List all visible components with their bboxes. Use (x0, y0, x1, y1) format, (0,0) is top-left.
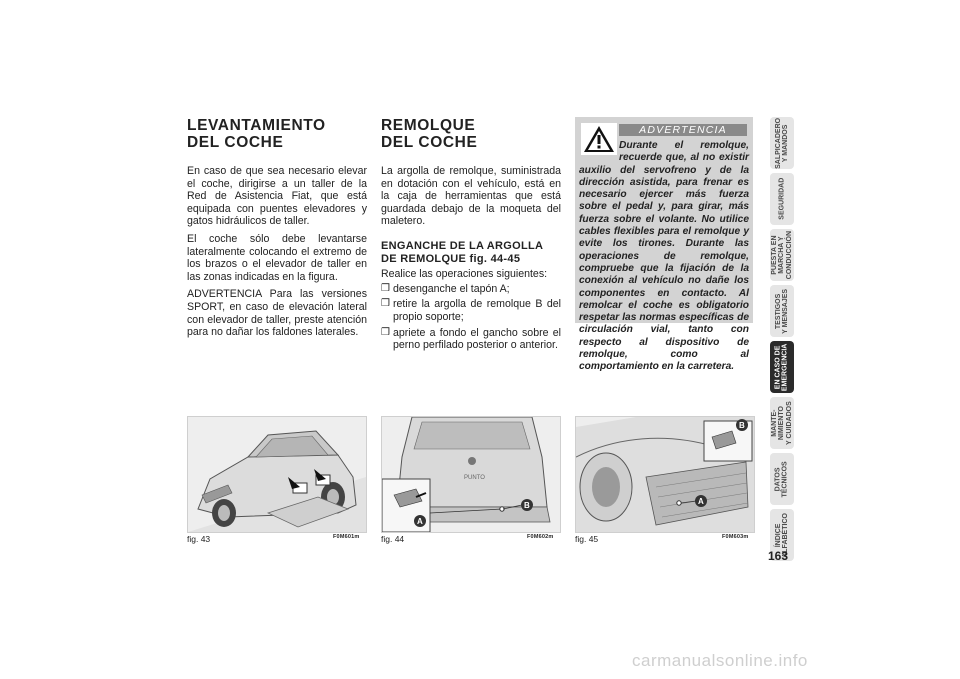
rear-tow-hook-illustration (382, 417, 560, 532)
lifting-heading (187, 117, 367, 151)
page-number: 163 (768, 549, 789, 563)
towing-title-line2: DEL COCHE (381, 134, 478, 151)
list-item: ❒ apriete a fondo el gancho sobre el perno perfilado posterior o anterior. (381, 326, 561, 352)
tab-emergencia[interactable]: EN CASO DE EMERGENCIA (770, 341, 794, 393)
checkbox-bullet-icon: ❒ (381, 282, 390, 294)
tab-datos-tecnicos[interactable]: DATOS TÉCNICOS (770, 453, 794, 505)
front-tow-hook-illustration (576, 417, 754, 532)
towing-section (381, 117, 561, 355)
lifting-paragraph-1: En caso de que sea necesario elevar el coche, dirigirse a un taller de la Red de Asistencia Fiat, que está equipada con puentes elevadores y gatos hidráulicos de taller. (187, 165, 367, 228)
figure-44-rear-towing (381, 416, 561, 533)
svg-text:PUNTO: PUNTO (464, 475, 485, 481)
towing-paragraph: La argolla de remolque, suministrada en dotación con el vehículo, está en la caja de herramientas que está guardada debajo de la moqueta del maletero. (381, 165, 561, 228)
lifting-title-line2: DEL COCHE (187, 134, 284, 151)
towing-heading (381, 117, 561, 151)
warning-box (575, 117, 753, 373)
car-lifting-illustration (188, 417, 366, 532)
checkbox-bullet-icon: ❒ (381, 326, 390, 338)
warning-text: Durante el remolque, recuerde que, al no existir auxilio del servofreno y de la dirección asistida, para frenar es necesario ejercer más fuerza sobre el pedal y, para girar, más fuerza sobre el volante. No utilice cables flexibles para el remolque y evite los tirones. Durante las operaciones de remolque, compruebe que la fijación de la conexión al vehículo no dañe los componentes en contacto. Al remolcar el coche es obligatorio respetar las normas específicas de circulación vial, tanto con respecto al dispositivo de remolque, como al comportamiento en la carretera. (579, 140, 749, 373)
marker-b: B (524, 501, 530, 510)
tab-testigos[interactable]: TESTIGOS Y MENSAJES (770, 285, 794, 337)
figure-43-code: F0M601m (333, 534, 360, 540)
towing-title-line1: REMOLQUE (381, 117, 476, 134)
lifting-title-line1: LEVANTAMIENTO (187, 117, 326, 134)
towing-subheading (381, 240, 561, 265)
figure-45-label: fig. 45 (575, 534, 599, 544)
list-item: ❒ retire la argolla de remolque B del propio soporte; (381, 298, 561, 323)
warning-title: ADVERTENCIA (619, 124, 747, 136)
figure-43-label: fig. 43 (187, 534, 211, 544)
list-item: ❒ desenganche el tapón A; (381, 282, 510, 295)
towing-subheading-line1: ENGANCHE DE LA ARGOLLA (381, 239, 544, 252)
towing-subheading-line2: DE REMOLQUE fig. 44-45 (381, 252, 521, 265)
lifting-paragraph-2: El coche sólo debe levantarse lateralmente colocando el extremo de los brazos o el elevador de taller en las zonas indicadas en la figura. (187, 232, 367, 283)
tab-mantenimiento[interactable]: MANTE- NIMIENTO Y CUIDADOS (770, 397, 794, 449)
marker-a: A (698, 497, 704, 506)
checkbox-bullet-icon: ❒ (381, 298, 390, 310)
tab-indice[interactable]: ÍNDICE ALFABÉTICO (770, 509, 794, 561)
marker-b: B (739, 421, 745, 430)
lifting-section (187, 117, 367, 344)
watermark: carmanualsonline.info (632, 651, 808, 670)
tab-seguridad[interactable]: SEGURIDAD (770, 173, 794, 225)
towing-intro: Realice las operaciones siguientes: (381, 268, 548, 281)
figure-45-front-towing (575, 416, 755, 533)
figure-44-code: F0M602m (527, 534, 554, 540)
figure-45-code: F0M603m (722, 534, 749, 540)
figure-44-label: fig. 44 (381, 534, 405, 544)
tab-puesta-en-marcha[interactable]: PUESTA EN MARCHA Y CONDUCCIÓN (770, 230, 793, 280)
marker-a: A (417, 517, 423, 526)
tab-salpicadero[interactable]: SALPICADERO Y MANDOS (770, 117, 794, 169)
figure-43-car-lifting (187, 416, 367, 533)
lifting-paragraph-3: ADVERTENCIA Para las versiones SPORT, en caso de elevación lateral con elevador de taller, preste atención para no dañar los faldones laterales. (187, 288, 367, 339)
